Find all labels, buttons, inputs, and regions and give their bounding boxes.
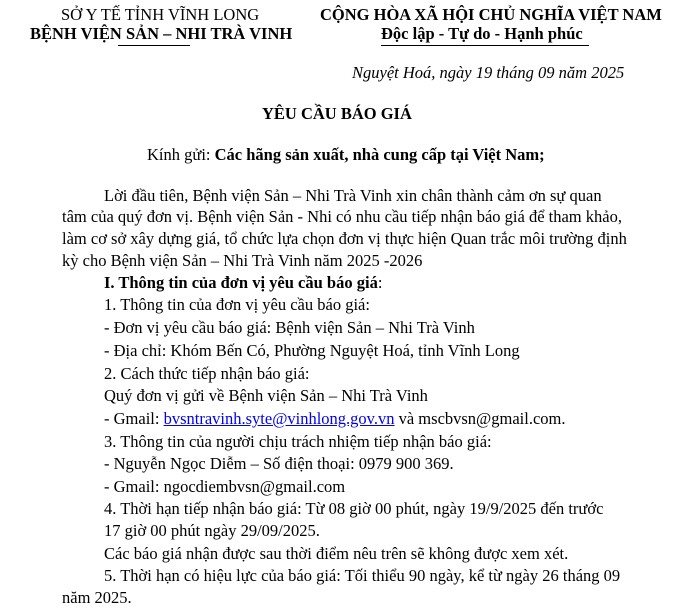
item-3-title: 3. Thông tin của người chịu trách nhiệm tiếp nhận báo giá: <box>104 432 492 451</box>
motto-underline <box>381 45 589 46</box>
item-5-line-1: 5. Thời hạn có hiệu lực của báo giá: Tối thiểu 90 ngày, kể từ ngày 26 tháng 09 <box>104 566 621 585</box>
hospital-underline <box>118 45 190 46</box>
date-line: Nguyệt Hoá, ngày 19 tháng 09 năm 2025 <box>352 63 625 82</box>
item-4-line-1: 4. Thời hạn tiếp nhận báo giá: Từ 08 giờ 00 phút, ngày 19/9/2025 đến trước <box>104 499 604 518</box>
item-2-title: 2. Cách thức tiếp nhận báo giá: <box>104 364 310 383</box>
document-title: YÊU CẦU BÁO GIÁ <box>262 104 412 123</box>
unit-line: - Đơn vị yêu cầu báo giá: Bệnh viện Sản – Nhi Trà Vinh <box>104 318 475 337</box>
item-5-line-2: năm 2025. <box>62 588 132 607</box>
country-header: CỘNG HÒA XÃ HỘI CHỦ NGHĨA VIỆT NAM <box>320 5 662 24</box>
section-1-heading-colon: : <box>377 273 383 292</box>
recipient-name: Các hãng sản xuất, nhà cung cấp tại Việt Nam; <box>214 145 545 164</box>
department-name: SỞ Y TẾ TỈNH VĨNH LONG <box>61 5 260 24</box>
gmail-suffix: và mscbvsn@gmail.com. <box>394 409 566 428</box>
intro-line-4: kỳ cho Bệnh viện Sản – Nhi Trà Vinh năm 2025 -2026 <box>62 251 423 270</box>
intro-line-2: tâm của quý đơn vị. Bệnh viện Sản - Nhi có nhu cầu tiếp nhận báo giá để tham khảo, <box>62 207 622 226</box>
gmail-line <box>104 409 566 429</box>
intro-line-1: Lời đầu tiên, Bệnh viện Sản – Nhi Trà Vinh xin chân thành cảm ơn sự quan <box>104 186 602 205</box>
item-1-title: 1. Thông tin của đơn vị yêu cầu báo giá: <box>104 295 370 314</box>
intro-line-3: làm cơ sở xây dựng giá, tổ chức lựa chọn đơn vị thực hiện Quan trắc môi trường định <box>62 229 627 248</box>
recipient-prefix: Kính gửi: <box>147 145 215 164</box>
motto: Độc lập - Tự do - Hạnh phúc <box>381 24 583 43</box>
contact-gmail-line: - Gmail: ngocdiembvsn@gmail.com <box>104 477 346 496</box>
address-line: - Địa chỉ: Khóm Bến Có, Phường Nguyệt Hoá, tỉnh Vĩnh Long <box>104 341 520 360</box>
recipient-line <box>147 145 545 165</box>
gmail-prefix: - Gmail: <box>104 409 164 428</box>
section-1-heading <box>104 273 382 293</box>
send-line: Quý đơn vị gửi về Bệnh viện Sản – Nhi Trà Vinh <box>104 386 428 405</box>
late-note: Các báo giá nhận được sau thời điểm nêu trên sẽ không được xem xét. <box>104 544 569 563</box>
item-4-line-2: 17 giờ 00 phút ngày 29/09/2025. <box>104 521 320 540</box>
hospital-name: BỆNH VIỆN SẢN – NHI TRÀ VINH <box>30 24 293 43</box>
email-link[interactable]: bvsntravinh.syte@vinhlong.gov.vn <box>163 409 395 428</box>
section-1-heading-text: I. Thông tin của đơn vị yêu cầu báo giá <box>104 273 378 292</box>
contact-line: - Nguyễn Ngọc Diễm – Số điện thoại: 0979 900 369. <box>104 454 454 473</box>
